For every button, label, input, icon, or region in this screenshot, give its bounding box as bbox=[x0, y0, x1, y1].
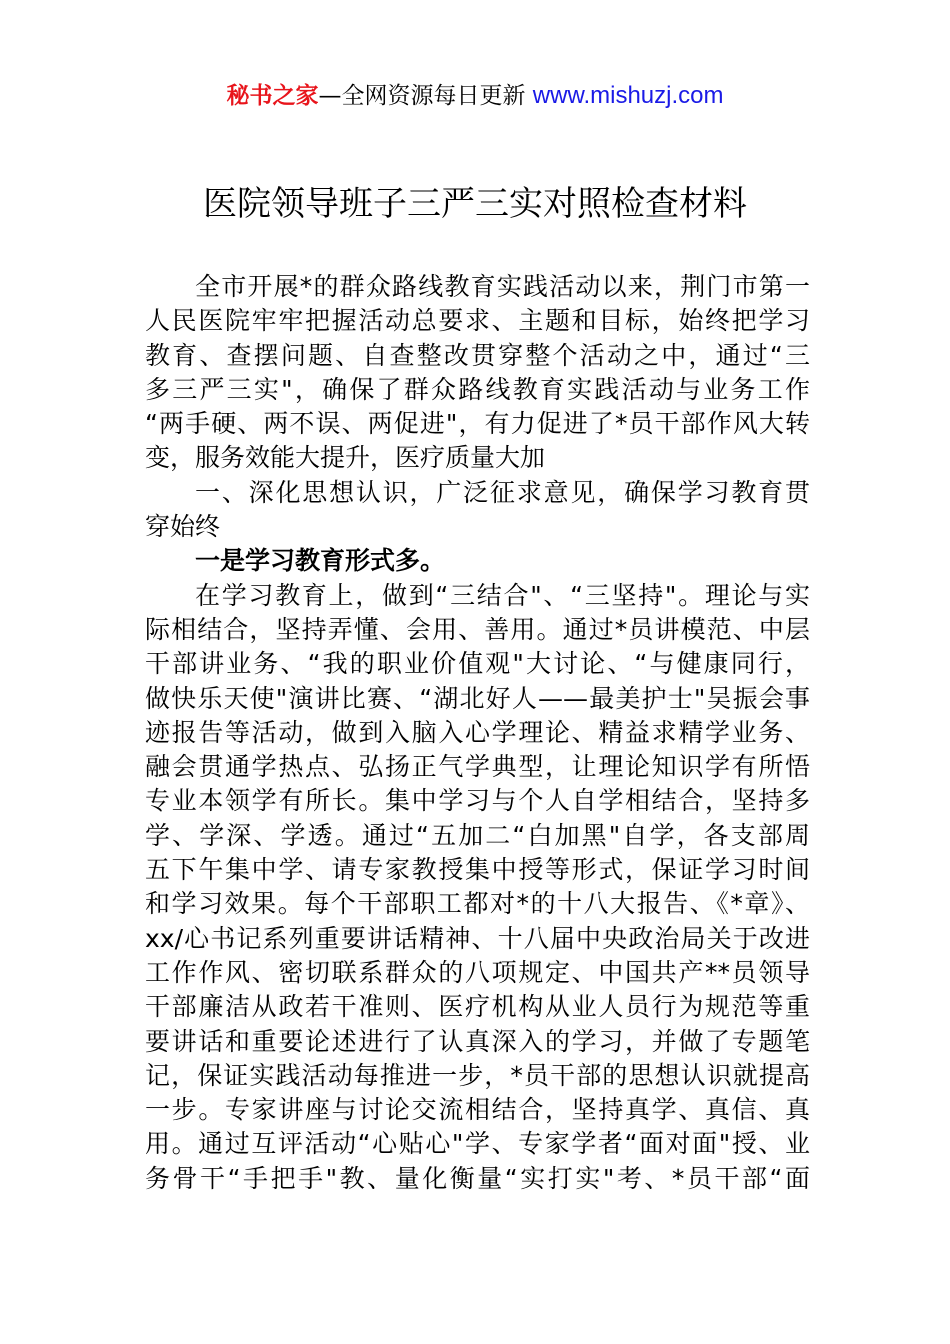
site-tagline: —全网资源每日更新 bbox=[318, 83, 526, 109]
document-title: 医院领导班子三严三实对照检查材料 bbox=[203, 184, 747, 224]
text-line: 干部廉洁从政若干准则、医疗机构从业人员行为规范等重 bbox=[145, 992, 810, 1022]
text-line: 融会贯通学热点、弘扬正气学典型，让理论知识学有所悟 bbox=[145, 752, 810, 782]
site-url-link[interactable]: www.mishuzj.com bbox=[532, 82, 724, 109]
text-line: 和学习效果。每个干部职工都对*的十八大报告、《*章》、 bbox=[145, 889, 810, 919]
text-line: 五下午集中学、请专家教授集中授等形式，保证学习时间 bbox=[145, 855, 810, 885]
text-line: 一、深化思想认识，广泛征求意见，确保学习教育贯 bbox=[195, 477, 810, 507]
text-line: 要讲话和重要论述进行了认真深入的学习，并做了专题笔 bbox=[145, 1026, 810, 1056]
text-line: 工作作风、密切联系群众的八项规定、中国共产**员领导 bbox=[145, 957, 810, 987]
text-line: 用。通过互评活动“心贴心"学、专家学者“面对面"授、业 bbox=[145, 1129, 810, 1159]
text-line: 多三严三实"，确保了群众路线教育实践活动与业务工作 bbox=[145, 374, 810, 404]
text-line: xx/心书记系列重要讲话精神、十八届中央政治局关于改进 bbox=[145, 923, 810, 953]
text-line: 学、学深、学透。通过“五加二“白加黑"自学，各支部周 bbox=[145, 820, 810, 850]
text-line: “两手硬、两不误、两促进"，有力促进了*员干部作风大转 bbox=[145, 409, 810, 439]
text-line: 人民医院牢牢把握活动总要求、主题和目标，始终把学习 bbox=[145, 306, 810, 336]
site-header bbox=[0, 80, 950, 112]
text-line: 际相结合，坚持弄懂、会用、善用。通过*员讲模范、中层 bbox=[145, 614, 810, 644]
text-line: 一步。专家讲座与讨论交流相结合，坚持真学、真信、真 bbox=[145, 1095, 810, 1125]
text-line: 专业本领学有所长。集中学习与个人自学相结合，坚持多 bbox=[145, 786, 810, 816]
text-line: 干部讲业务、“我的职业价值观"大讨论、“与健康同行， bbox=[145, 649, 810, 679]
text-line: 变，服务效能大提升，医疗质量大加 bbox=[145, 443, 546, 473]
text-line: 务骨干“手把手"教、量化衡量“实打实"考、*员干部“面 bbox=[145, 1163, 810, 1193]
text-line: 教育、查摆问题、自查整改贯穿整个活动之中，通过“三 bbox=[145, 340, 810, 370]
document-body bbox=[145, 270, 810, 1196]
text-line: 做快乐天使"演讲比赛、“湖北好人——最美护士"吴振会事 bbox=[145, 683, 810, 713]
text-line: 在学习教育上，做到“三结合"、“三坚持"。理论与实 bbox=[195, 580, 810, 610]
text-line: 穿始终 bbox=[145, 512, 221, 542]
text-line: 全市开展*的群众路线教育实践活动以来，荆门市第一 bbox=[195, 272, 810, 301]
text-line: 记，保证实践活动每推进一步，*员干部的思想认识就提高 bbox=[145, 1060, 810, 1090]
site-brand: 秘书之家 bbox=[226, 83, 319, 109]
section-subheading: 一是学习教育形式多。 bbox=[195, 546, 446, 576]
text-line: 迹报告等活动，做到入脑入心学理论、精益求精学业务、 bbox=[145, 717, 810, 747]
